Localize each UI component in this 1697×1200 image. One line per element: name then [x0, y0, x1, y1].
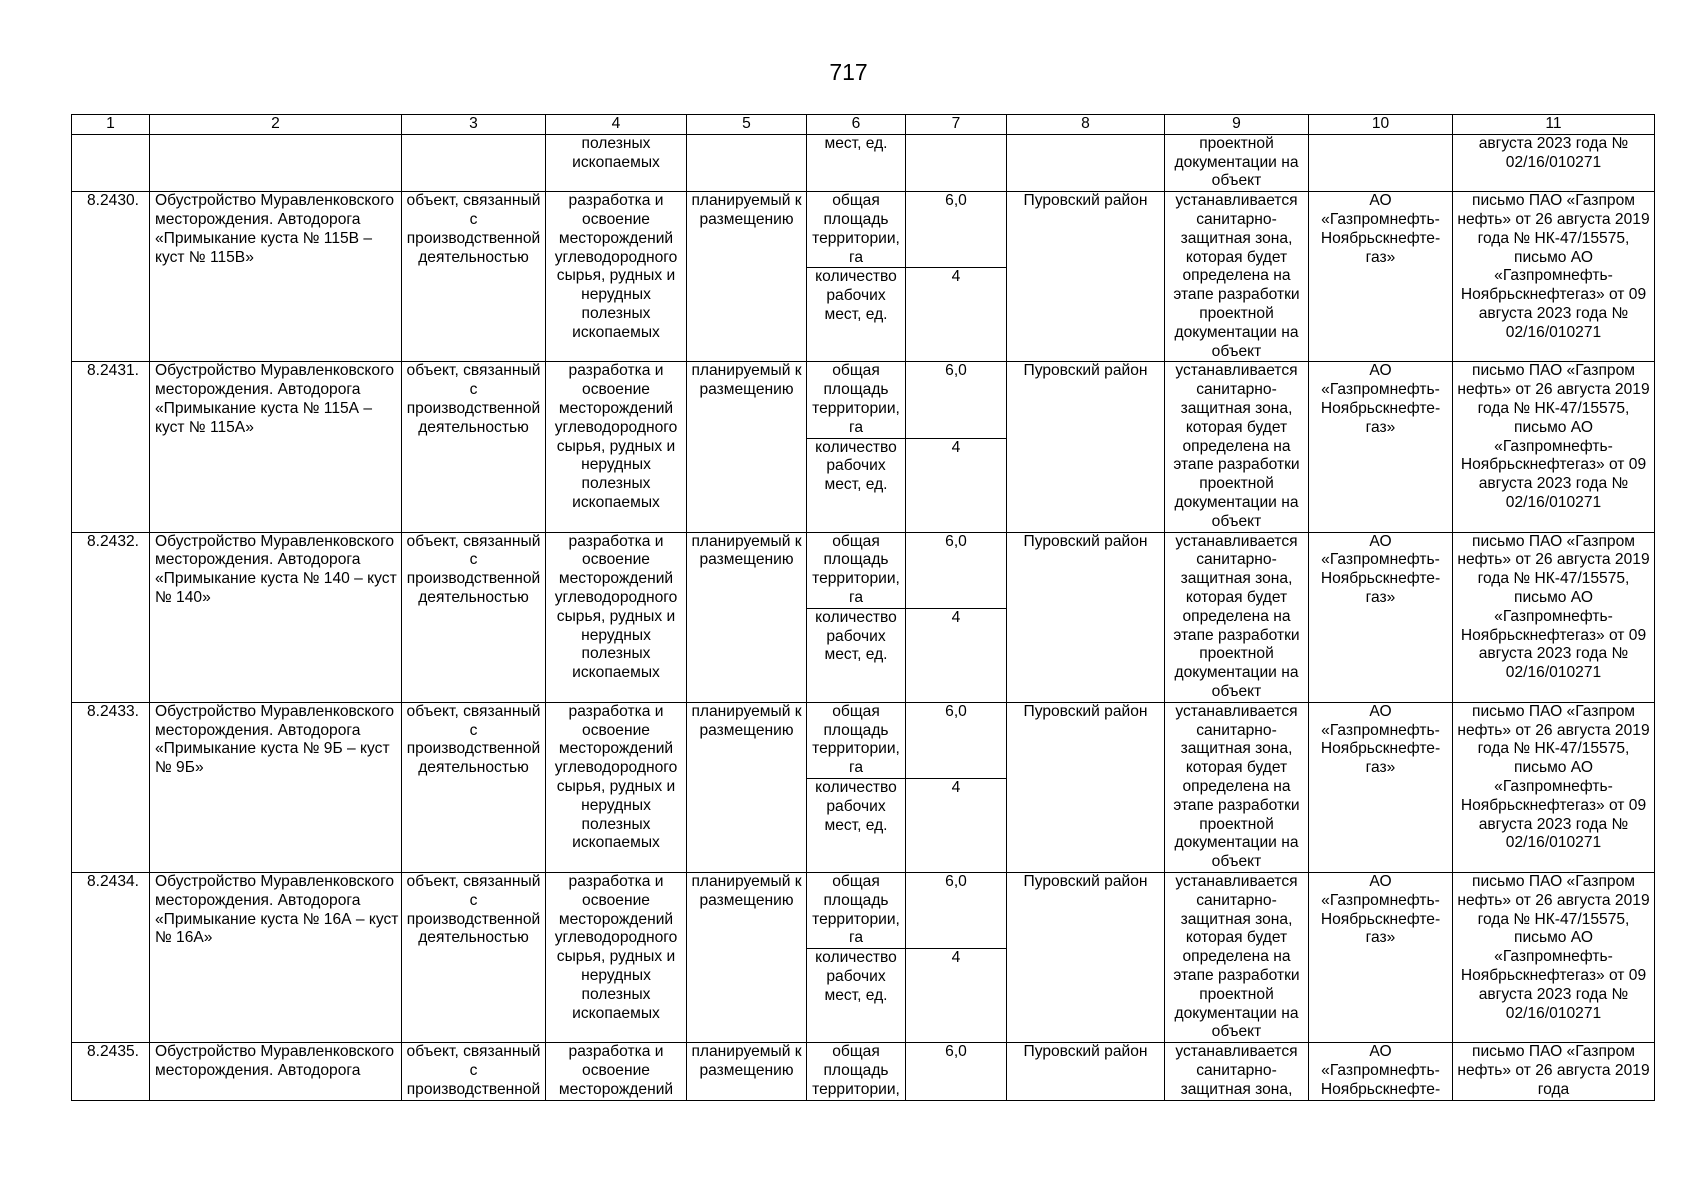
cell-basis: письмо ПАО «Газпром нефть» от 26 августа 2019 года № НК-47/15575, письмо АО «Газпромнефть-Ноябрьскнефтегаз» от 09 августа 2023 года № 02/16/010271	[1453, 702, 1655, 872]
cell-value-jobs: 4	[906, 438, 1007, 532]
cell-empty	[1309, 134, 1453, 191]
cell-row-number: 8.2434.	[72, 872, 150, 1042]
column-number: 10	[1309, 115, 1453, 135]
cell-value-jobs: 4	[906, 268, 1007, 362]
cell-empty	[906, 134, 1007, 191]
cell-owner: АО «Газпромнефть-Ноябрьскнефте-газ»	[1309, 192, 1453, 362]
column-number: 11	[1453, 115, 1655, 135]
table-row	[72, 362, 1655, 532]
cell-value-jobs: 4	[906, 949, 1007, 1043]
column-number: 2	[150, 115, 402, 135]
cell-row-number: 8.2431.	[72, 362, 150, 532]
column-number: 3	[402, 115, 546, 135]
cell-zone: устанавливается санитарно-защитная зона, которая будет определена на этапе разработки проектной документации на объект	[1165, 362, 1309, 532]
cell-zone: проектной документации на объект	[1165, 134, 1309, 191]
cell-location: Пуровский район	[1007, 192, 1165, 362]
cell-purpose: разработка и освоение месторождений углеводородного сырья, рудных и нерудных полезных ископаемых	[546, 192, 687, 362]
cell-status: планируемый к размещению	[687, 532, 807, 702]
cell-empty	[72, 134, 150, 191]
cell-basis: письмо ПАО «Газпром нефть» от 26 августа 2019 года № НК-47/15575, письмо АО «Газпромнефть-Ноябрьскнефтегаз» от 09 августа 2023 года № 02/16/010271	[1453, 362, 1655, 532]
cell-status: планируемый к размещению	[687, 872, 807, 1042]
cell-empty	[687, 134, 807, 191]
cell-empty	[150, 134, 402, 191]
cell-indicator-area: общая площадь территории, га	[807, 702, 906, 778]
cell-indicator-area: общая площадь территории, га	[807, 192, 906, 268]
cell-basis: письмо ПАО «Газпром нефть» от 26 августа 2019 года № НК-47/15575, письмо АО «Газпромнефть-Ноябрьскнефтегаз» от 09 августа 2023 года № 02/16/010271	[1453, 192, 1655, 362]
cell-location: Пуровский район	[1007, 362, 1165, 532]
cell-value-area: 6,0	[906, 192, 1007, 268]
cell-zone: устанавливается санитарно-защитная зона, которая будет определена на этапе разработки проектной документации на объект	[1165, 532, 1309, 702]
table-row	[72, 1043, 1655, 1100]
cell-row-number: 8.2430.	[72, 192, 150, 362]
cell-owner: АО «Газпромнефть-Ноябрьскнефте-	[1309, 1043, 1453, 1100]
cell-object-name: Обустройство Муравленковского месторождения. Автодорога «Примыкание куста № 115В – куст № 115В»	[150, 192, 402, 362]
cell-indicator-area: общая площадь территории, га	[807, 532, 906, 608]
column-number: 8	[1007, 115, 1165, 135]
cell-indicator-jobs: количество рабочих мест, ед.	[807, 438, 906, 532]
cell-purpose: полезных ископаемых	[546, 134, 687, 191]
column-number: 5	[687, 115, 807, 135]
cell-status: планируемый к размещению	[687, 1043, 807, 1100]
cell-value-area: 6,0	[906, 872, 1007, 948]
cell-purpose: разработка и освоение месторождений	[546, 1043, 687, 1100]
column-number: 9	[1165, 115, 1309, 135]
cell-value-jobs: 4	[906, 778, 1007, 872]
column-number: 1	[72, 115, 150, 135]
cell-object-type: объект, связанный с производственной деятельностью	[402, 702, 546, 872]
cell-zone: устанавливается санитарно-защитная зона,	[1165, 1043, 1309, 1100]
cell-empty	[1007, 134, 1165, 191]
cell-location: Пуровский район	[1007, 702, 1165, 872]
cell-value-area: 6,0	[906, 1043, 1007, 1100]
cell-indicator-area: общая площадь территории, га	[807, 872, 906, 948]
cell-owner: АО «Газпромнефть-Ноябрьскнефте-газ»	[1309, 362, 1453, 532]
cell-row-number: 8.2432.	[72, 532, 150, 702]
cell-basis: письмо ПАО «Газпром нефть» от 26 августа 2019 года № НК-47/15575, письмо АО «Газпромнефть-Ноябрьскнефтегаз» от 09 августа 2023 года № 02/16/010271	[1453, 872, 1655, 1042]
cell-value-area: 6,0	[906, 362, 1007, 438]
cell-indicator-jobs: количество рабочих мест, ед.	[807, 608, 906, 702]
cell-value-area: 6,0	[906, 532, 1007, 608]
column-number: 4	[546, 115, 687, 135]
table-row	[72, 872, 1655, 1042]
column-number: 6	[807, 115, 906, 135]
cell-owner: АО «Газпромнефть-Ноябрьскнефте-газ»	[1309, 872, 1453, 1042]
cell-zone: устанавливается санитарно-защитная зона, которая будет определена на этапе разработки проектной документации на объект	[1165, 702, 1309, 872]
cell-row-number: 8.2433.	[72, 702, 150, 872]
cell-object-name: Обустройство Муравленковского месторождения. Автодорога	[150, 1043, 402, 1100]
register-table	[71, 114, 1655, 1101]
table-row	[72, 532, 1655, 702]
cell-object-type: объект, связанный с производственной	[402, 1043, 546, 1100]
cell-object-name: Обустройство Муравленковского месторождения. Автодорога «Примыкание куста № 9Б – куст № 9Б»	[150, 702, 402, 872]
table-row	[72, 192, 1655, 362]
cell-basis: письмо ПАО «Газпром нефть» от 26 августа 2019 года № НК-47/15575, письмо АО «Газпромнефть-Ноябрьскнефтегаз» от 09 августа 2023 года № 02/16/010271	[1453, 532, 1655, 702]
cell-zone: устанавливается санитарно-защитная зона, которая будет определена на этапе разработки проектной документации на объект	[1165, 192, 1309, 362]
cell-object-name: Обустройство Муравленковского месторождения. Автодорога «Примыкание куста № 140 – куст № 140»	[150, 532, 402, 702]
cell-object-type: объект, связанный с производственной деятельностью	[402, 362, 546, 532]
cell-location: Пуровский район	[1007, 872, 1165, 1042]
cell-empty	[402, 134, 546, 191]
cell-zone: устанавливается санитарно-защитная зона, которая будет определена на этапе разработки проектной документации на объект	[1165, 872, 1309, 1042]
cell-object-name: Обустройство Муравленковского месторождения. Автодорога «Примыкание куста № 16А – куст № 16А»	[150, 872, 402, 1042]
cell-location: Пуровский район	[1007, 532, 1165, 702]
cell-status: планируемый к размещению	[687, 362, 807, 532]
table-row	[72, 702, 1655, 872]
cell-owner: АО «Газпромнефть-Ноябрьскнефте-газ»	[1309, 532, 1453, 702]
cell-indicator-area: общая площадь территории,	[807, 1043, 906, 1100]
column-number-row	[72, 115, 1655, 135]
cell-basis: письмо ПАО «Газпром нефть» от 26 августа 2019 года	[1453, 1043, 1655, 1100]
cell-purpose: разработка и освоение месторождений углеводородного сырья, рудных и нерудных полезных ископаемых	[546, 872, 687, 1042]
cell-indicator-area: общая площадь территории, га	[807, 362, 906, 438]
cell-owner: АО «Газпромнефть-Ноябрьскнефте-газ»	[1309, 702, 1453, 872]
continuation-row	[72, 134, 1655, 191]
cell-indicator-jobs: количество рабочих мест, ед.	[807, 949, 906, 1043]
cell-value-area: 6,0	[906, 702, 1007, 778]
cell-object-type: объект, связанный с производственной деятельностью	[402, 192, 546, 362]
cell-indicator: мест, ед.	[807, 134, 906, 191]
table-body	[72, 115, 1655, 192]
cell-object-type: объект, связанный с производственной деятельностью	[402, 532, 546, 702]
cell-indicator-jobs: количество рабочих мест, ед.	[807, 268, 906, 362]
page-number: 717	[829, 59, 868, 85]
cell-purpose: разработка и освоение месторождений углеводородного сырья, рудных и нерудных полезных ископаемых	[546, 702, 687, 872]
cell-object-name: Обустройство Муравленковского месторождения. Автодорога «Примыкание куста № 115А – куст № 115А»	[150, 362, 402, 532]
cell-object-type: объект, связанный с производственной деятельностью	[402, 872, 546, 1042]
cell-purpose: разработка и освоение месторождений углеводородного сырья, рудных и нерудных полезных ископаемых	[546, 532, 687, 702]
cell-row-number: 8.2435.	[72, 1043, 150, 1100]
cell-status: планируемый к размещению	[687, 702, 807, 872]
cell-location: Пуровский район	[1007, 1043, 1165, 1100]
cell-status: планируемый к размещению	[687, 192, 807, 362]
cell-basis: августа 2023 года № 02/16/010271	[1453, 134, 1655, 191]
cell-value-jobs: 4	[906, 608, 1007, 702]
cell-purpose: разработка и освоение месторождений углеводородного сырья, рудных и нерудных полезных ископаемых	[546, 362, 687, 532]
cell-indicator-jobs: количество рабочих мест, ед.	[807, 778, 906, 872]
column-number: 7	[906, 115, 1007, 135]
